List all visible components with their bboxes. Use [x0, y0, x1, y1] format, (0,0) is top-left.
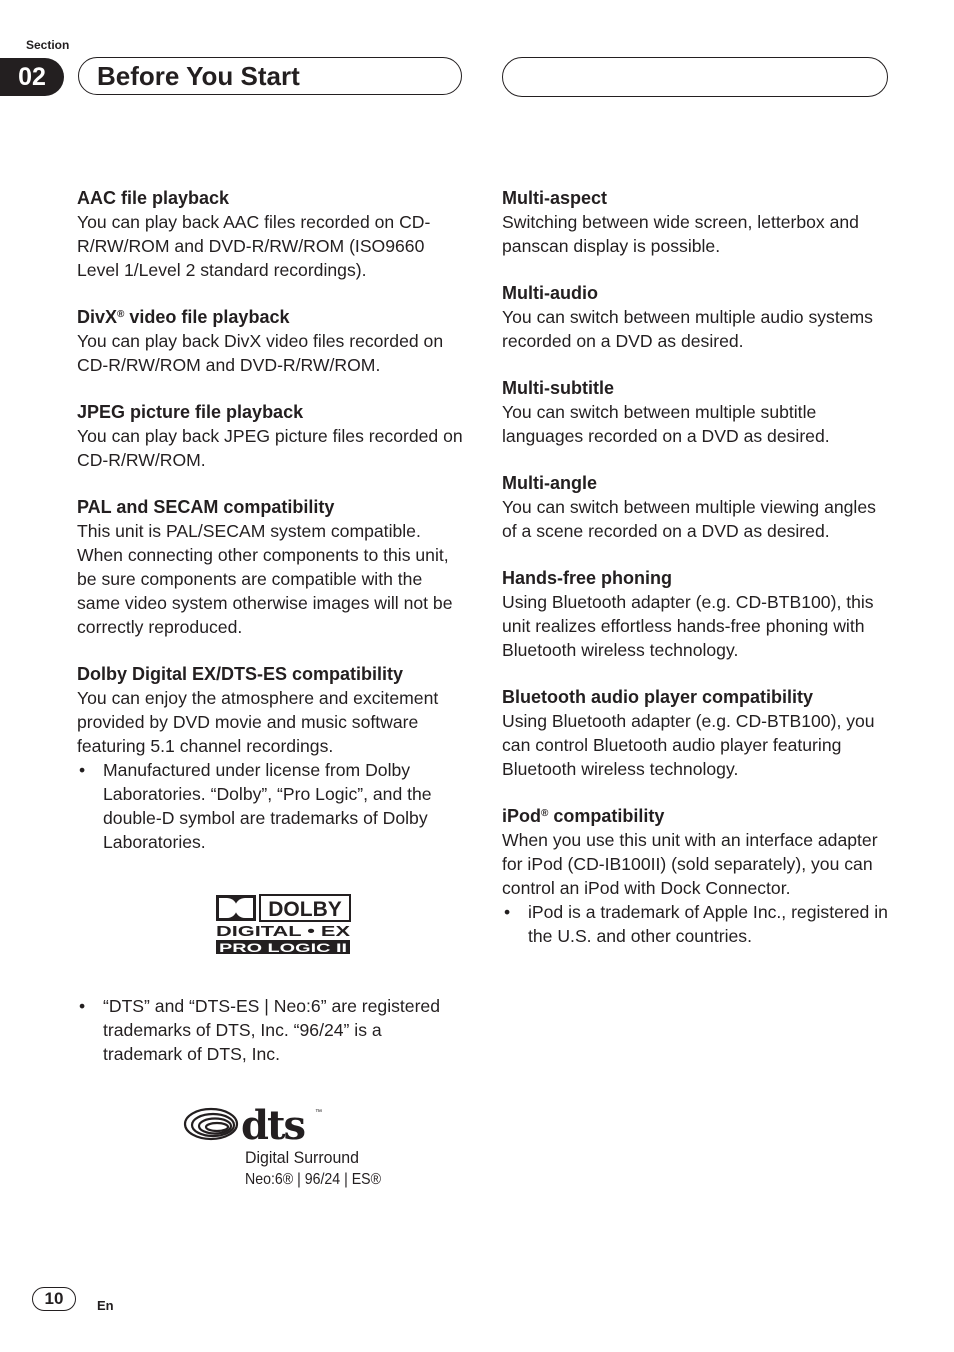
- dolby-trademark-note: [77, 758, 465, 854]
- entry-heading: Multi-angle: [502, 473, 597, 493]
- entry-heading: [77, 305, 465, 329]
- entry-heading: Multi-audio: [502, 283, 598, 303]
- entry-text: Switching between wide screen, letterbox and panscan display is possible.: [502, 212, 859, 256]
- page-number: 10: [32, 1287, 76, 1311]
- dts-logo-graphic: [183, 1102, 383, 1194]
- dts-logo-brand: dts: [241, 1102, 304, 1149]
- section-number: 02: [0, 58, 64, 96]
- section-label: Section: [26, 38, 70, 52]
- entry-text: You can play back AAC files recorded on CD-R/RW/ROM and DVD-R/RW/ROM (ISO9660 Level 1/Level 2 standard recordings).: [77, 212, 431, 280]
- dts-trademark-note: [77, 994, 465, 1066]
- entry-text: When you use this unit with an interface adapter for iPod (CD-IB100II) (sold separately), you can control an iPod with Dock Connector.: [502, 830, 878, 898]
- bullet-dot: •: [504, 902, 511, 922]
- entry-heading: Bluetooth audio player compatibility: [502, 687, 814, 707]
- heading-part: compatibility: [548, 806, 665, 826]
- dts-logo-tm: ™: [315, 1109, 322, 1116]
- subtitle-box: [502, 57, 888, 97]
- entry-heading: [502, 804, 890, 828]
- entry-text: Using Bluetooth adapter (e.g. CD-BTB100), you can control Bluetooth audio player featuring Bluetooth wireless technology.: [502, 711, 875, 779]
- entry-multi-aspect: [502, 186, 890, 258]
- dts-logo: [183, 1102, 383, 1194]
- entry-heading: Multi-aspect: [502, 188, 608, 208]
- entry-jpeg: [77, 400, 465, 472]
- entry-text: You can switch between multiple audio systems recorded on a DVD as desired.: [502, 307, 873, 351]
- entry-heading: Multi-subtitle: [502, 378, 614, 398]
- page-title-text: Before You Start: [97, 60, 300, 91]
- heading-part: DivX: [77, 307, 118, 327]
- entry-text: You can switch between multiple viewing angles of a scene recorded on a DVD as desired.: [502, 497, 876, 541]
- dolby-logo-graphic: [215, 894, 351, 956]
- entry-heading: PAL and SECAM compatibility: [77, 497, 335, 517]
- entry-divx: [77, 305, 465, 377]
- bullet-text: “DTS” and “DTS-ES | Neo:6” are registered trademarks of DTS, Inc. “96/24” is a trademark of DTS, Inc.: [103, 996, 441, 1064]
- entry-multi-subtitle: [502, 376, 890, 448]
- bullet-text: iPod is a trademark of Apple Inc., registered in the U.S. and other countries.: [528, 902, 888, 946]
- entry-text: Using Bluetooth adapter (e.g. CD-BTB100), this unit realizes effortless hands-free phoning with Bluetooth wireless technology.: [502, 592, 874, 660]
- entry-pal-secam: [77, 495, 465, 639]
- entry-text: You can play back DivX video files recorded on CD-R/RW/ROM and DVD-R/RW/ROM.: [77, 331, 444, 375]
- ipod-trademark-note: [502, 900, 890, 948]
- bullet-text: Manufactured under license from Dolby Laboratories. “Dolby”, “Pro Logic”, and the double-D symbol are trademarks of Dolby Laboratories.: [103, 760, 432, 852]
- heading-part: iPod: [502, 806, 541, 826]
- entry-text: You can play back JPEG picture files recorded on CD-R/RW/ROM.: [77, 426, 463, 470]
- entry-bluetooth-audio: [502, 685, 890, 781]
- dolby-logo: [215, 894, 351, 956]
- entry-multi-angle: [502, 471, 890, 543]
- entry-text: You can enjoy the atmosphere and excitement provided by DVD movie and music software featuring 5.1 channel recordings.: [77, 688, 439, 756]
- entry-heading: AAC file playback: [77, 188, 230, 208]
- dolby-logo-line2: DIGITAL • EX: [216, 923, 350, 940]
- bullet-dot: •: [79, 760, 86, 780]
- entry-ipod: [502, 804, 890, 900]
- entry-heading: Hands-free phoning: [502, 568, 672, 588]
- registered-mark: ®: [117, 309, 125, 320]
- entry-text: This unit is PAL/SECAM system compatible. When connecting other components to this unit, be sure components are compatible with the same video system otherwise images will not be correctly reproduced.: [77, 521, 453, 637]
- bullet-dot: •: [79, 996, 86, 1016]
- registered-mark: ®: [541, 808, 549, 819]
- dolby-logo-line3: PRO LOGIC II: [219, 941, 347, 955]
- heading-part: video file playback: [124, 307, 290, 327]
- entry-hands-free: [502, 566, 890, 662]
- entry-text: You can switch between multiple subtitle languages recorded on a DVD as desired.: [502, 402, 830, 446]
- entry-heading: Dolby Digital EX/DTS-ES compatibility: [77, 664, 404, 684]
- left-column: [77, 186, 465, 1194]
- dts-logo-line2: Neo:6® | 96/24 | ES®: [245, 1171, 382, 1188]
- entry-heading: JPEG picture file playback: [77, 402, 304, 422]
- dolby-logo-line1: DOLBY: [268, 898, 342, 921]
- dts-logo-line1: Digital Surround: [245, 1148, 359, 1167]
- right-column: [502, 186, 890, 948]
- entry-dolby-dts: [77, 662, 465, 758]
- entry-multi-audio: [502, 281, 890, 353]
- page-title: [78, 57, 462, 95]
- language-label: En: [97, 1298, 114, 1313]
- entry-aac: [77, 186, 465, 282]
